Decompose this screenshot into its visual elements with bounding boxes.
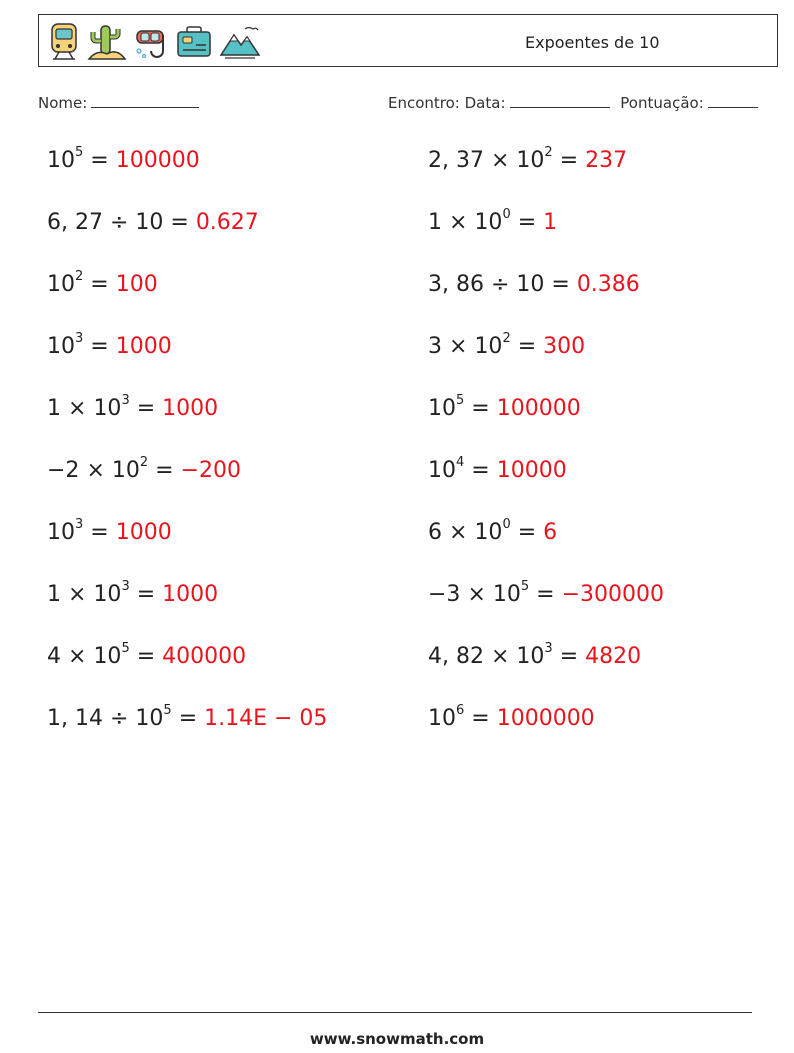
problem-base: 10 [93, 396, 122, 421]
problem-base: 10 [93, 582, 122, 607]
problem-coefficient: 4 [47, 644, 61, 669]
problem-coefficient: 1, 14 [47, 706, 103, 731]
problem-answer: 100 [115, 272, 158, 297]
problem-exponent: 3 [121, 392, 130, 408]
problem-exponent: 3 [121, 578, 130, 594]
problem-answer: 1000000 [496, 706, 595, 731]
problem-right-6: $10^4 = 10000$ [428, 454, 567, 483]
problem-exponent: 4 [456, 454, 465, 470]
problem-answer: 1 [543, 210, 558, 235]
problem-operator: × [490, 644, 510, 669]
problem-left-1: $10^5 = 100000$ [47, 144, 200, 173]
problem-left-10: 1, $14 \div 10^5 = 1.14E - 05$ [47, 702, 328, 731]
problem-exponent: 2 [502, 330, 511, 346]
problem-coefficient: 1 [428, 210, 442, 235]
problem-base: 10 [47, 272, 75, 297]
problem-answer: 0.386 [576, 272, 640, 297]
problem-right-7: $6 \times 10^0 = 6$ [428, 516, 558, 545]
problem-base: 10 [135, 706, 164, 731]
problem-base: 10 [111, 458, 140, 483]
problem-left-4: $10^3 = 1000$ [47, 330, 172, 359]
problem-base: 10 [93, 644, 122, 669]
problem-operator: × [68, 644, 87, 669]
problem-base: 10 [47, 148, 75, 173]
problem-right-9: 4, $82 \times 10^3 = 4820$ [428, 640, 642, 669]
problem-coefficient: 6 [428, 520, 442, 545]
problem-answer: 6 [543, 520, 558, 545]
problem-answer: 400000 [162, 644, 247, 669]
footer-url[interactable]: www.snowmath.com [309, 1030, 485, 1048]
problem-exponent: 2 [544, 144, 553, 160]
problem-answer: 100000 [496, 396, 581, 421]
problem-base: 10 [47, 520, 75, 545]
problem-answer: 1000 [162, 582, 219, 607]
problem-answer: 237 [585, 148, 628, 173]
problem-answer: −200 [180, 458, 242, 483]
problem-left-3: $10^2 = 100$ [47, 268, 158, 297]
problem-left-9: $4 \times 10^5 = 400000$ [47, 640, 247, 669]
problem-coefficient: −2 [47, 458, 80, 483]
problem-right-4: $3 \times 10^2 = 300$ [428, 330, 586, 359]
problem-base: 10 [428, 706, 456, 731]
problem-right-8: $-3 \times 10^5 = -300000$ [428, 578, 664, 607]
problem-right-10: $10^6 = 1000000$ [428, 702, 595, 731]
problem-exponent: 0 [502, 206, 511, 222]
problem-coefficient: −3 [428, 582, 461, 607]
problem-exponent: 6 [456, 702, 465, 718]
footer-divider [38, 1012, 752, 1013]
problem-answer: 1000 [115, 520, 172, 545]
problem-right-2: $1 \times 10^0 = 1$ [428, 206, 558, 235]
problem-left-6: $-2 \times 10^2 = -200$ [47, 454, 242, 483]
problem-right-1: 2, $37 \times 10^2 = 237$ [428, 144, 628, 173]
problem-base: 10 [474, 334, 503, 359]
problem-operator: × [490, 148, 510, 173]
problem-exponent: 5 [520, 578, 530, 594]
problem-operator: × [449, 520, 468, 545]
name-label: Nome: [38, 94, 88, 112]
problem-base: 10 [492, 582, 521, 607]
problem-base: 10 [516, 148, 545, 173]
problem-answer: 1000 [162, 396, 219, 421]
problem-exponent: 3 [544, 640, 553, 656]
problem-operator: × [68, 582, 87, 607]
problem-left-8: $1 \times 10^3 = 1000$ [47, 578, 219, 607]
problem-answer: 10000 [496, 458, 567, 483]
problem-answer: 300 [543, 334, 586, 359]
problem-exponent: 5 [121, 640, 130, 656]
problem-exponent: 2 [139, 454, 149, 470]
problem-left-5: $1 \times 10^3 = 1000$ [47, 392, 219, 421]
problem-exponent: 5 [75, 144, 84, 160]
problem-operator: × [449, 334, 468, 359]
problem-exponent: 5 [456, 392, 465, 408]
problem-base: 10 [47, 334, 75, 359]
problem-exponent: 0 [502, 516, 511, 532]
problem-exponent: 3 [75, 516, 84, 532]
problem-expression: 6, 27 ÷ 10 = [47, 210, 196, 235]
problem-answer: 100000 [115, 148, 200, 173]
problem-left-7: $10^3 = 1000$ [47, 516, 172, 545]
problem-coefficient: 4, 82 [428, 644, 484, 669]
problem-right-5: $10^5 = 100000$ [428, 392, 581, 421]
problem-base: 10 [516, 644, 545, 669]
problem-answer: −300000 [561, 582, 664, 607]
worksheet-title: Expoentes de 10 [525, 33, 660, 52]
problem-exponent: 3 [75, 330, 84, 346]
problem-answer: 0.627 [195, 210, 259, 235]
problem-right-3 [428, 272, 640, 297]
problem-base: 10 [474, 520, 503, 545]
problem-base: 10 [428, 396, 456, 421]
problem-base: 10 [474, 210, 503, 235]
problem-exponent: 5 [163, 702, 172, 718]
problem-coefficient: 1 [47, 582, 61, 607]
problem-operator: × [86, 458, 105, 483]
problem-operator: × [68, 396, 87, 421]
problem-answer: 1.14E − 05 [204, 706, 328, 731]
problem-base: 10 [428, 458, 456, 483]
problem-exponent: 2 [75, 268, 84, 284]
problem-answer: 4820 [585, 644, 642, 669]
problem-operator: × [467, 582, 486, 607]
score-label: Pontuação: [620, 94, 704, 112]
problem-coefficient: 1 [47, 396, 61, 421]
problem-expression: 3, 86 ÷ 10 = [428, 272, 577, 297]
problem-coefficient: 3 [428, 334, 442, 359]
problem-coefficient: 2, 37 [428, 148, 484, 173]
problem-operator: ÷ [109, 706, 129, 731]
problem-answer: 1000 [115, 334, 172, 359]
problem-left-2 [47, 210, 259, 235]
encounter-label: Encontro: Data: [388, 94, 506, 112]
problem-operator: × [449, 210, 468, 235]
